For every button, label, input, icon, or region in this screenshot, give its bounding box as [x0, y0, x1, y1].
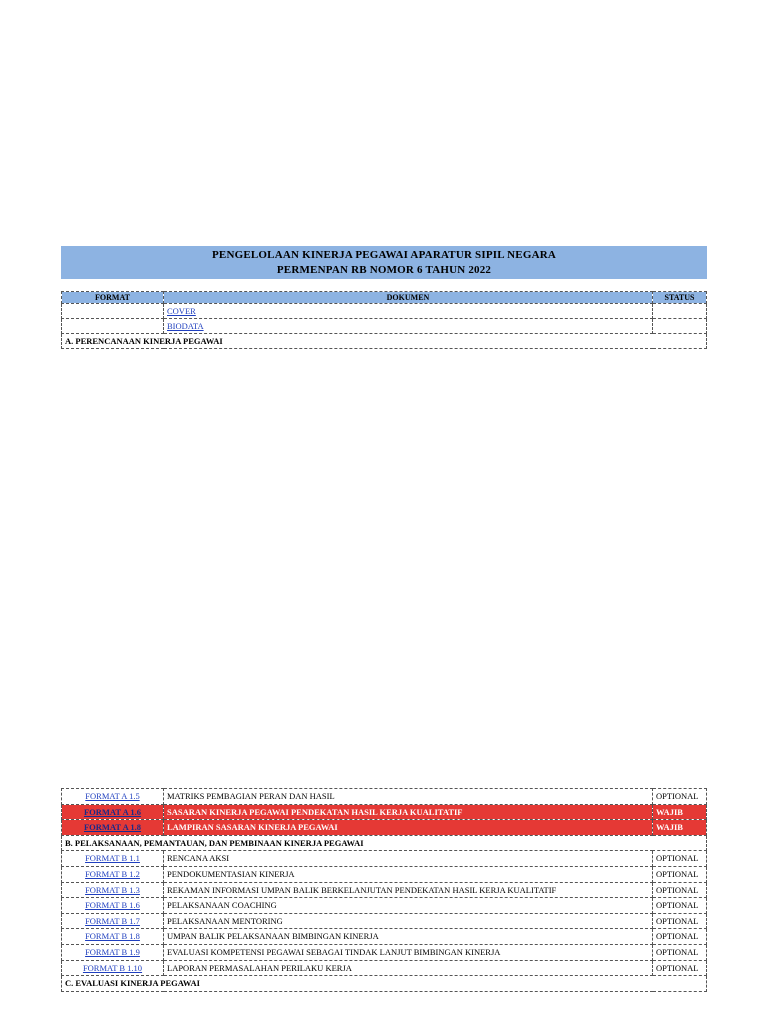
format-cell: [62, 882, 164, 898]
status-cell: OPTIONAL: [653, 929, 707, 945]
cover-link[interactable]: COVER: [167, 306, 196, 316]
status-cell: [653, 319, 707, 334]
table-row-wajib: [62, 820, 707, 836]
dokumen-cell: SASARAN KINERJA PEGAWAI PENDEKATAN HASIL KERJA KUALITATIF: [164, 804, 653, 820]
section-a-row: [62, 334, 707, 349]
dokumen-cell: MATRIKS PEMBAGIAN PERAN DAN HASIL: [164, 789, 653, 805]
table-row: [62, 898, 707, 914]
table-row: [62, 960, 707, 976]
dokumen-cell: [164, 304, 653, 319]
format-link[interactable]: FORMAT B 1.9: [85, 946, 140, 957]
format-link[interactable]: FORMAT B 1.8: [85, 931, 140, 942]
status-cell: OPTIONAL: [653, 866, 707, 882]
dokumen-cell: REKAMAN INFORMASI UMPAN BALIK BERKELANJUTAN PENDEKATAN HASIL KERJA KUALITATIF: [164, 882, 653, 898]
title-line-1: PENGELOLAAN KINERJA PEGAWAI APARATUR SIPIL NEGARA: [211, 248, 557, 261]
dokumen-cell: LAMPIRAN SASARAN KINERJA PEGAWAI: [164, 820, 653, 836]
section-b-row: [62, 835, 707, 851]
title-line-2: PERMENPAN RB NOMOR 6 TAHUN 2022: [276, 263, 492, 276]
section-c-heading: C. EVALUASI KINERJA PEGAWAI: [62, 976, 707, 992]
format-link[interactable]: FORMAT A 1.8: [83, 822, 142, 833]
table-row-biodata: [62, 319, 707, 334]
status-cell: OPTIONAL: [653, 944, 707, 960]
status-cell: OPTIONAL: [653, 851, 707, 867]
format-cell: [62, 820, 164, 836]
dokumen-cell: [164, 319, 653, 334]
status-cell: OPTIONAL: [653, 898, 707, 914]
status-cell: WAJIB: [653, 804, 707, 820]
format-cell: [62, 319, 164, 334]
table-row: [62, 913, 707, 929]
dokumen-cell: RENCANA AKSI: [164, 851, 653, 867]
format-link[interactable]: FORMAT B 1.1: [85, 853, 140, 864]
status-cell: OPTIONAL: [653, 882, 707, 898]
format-link[interactable]: FORMAT A 1.5: [85, 791, 140, 801]
document-index-table-bottom: [61, 788, 707, 992]
table-row: [62, 866, 707, 882]
document-index-table-top: [61, 291, 707, 349]
status-cell: OPTIONAL: [653, 913, 707, 929]
table-row: [62, 789, 707, 805]
format-link[interactable]: FORMAT B 1.10: [82, 962, 143, 973]
format-cell: [62, 929, 164, 945]
status-cell: OPTIONAL: [653, 960, 707, 976]
dokumen-cell: PENDOKUMENTASIAN KINERJA: [164, 866, 653, 882]
table-row-cover: [62, 304, 707, 319]
format-link[interactable]: FORMAT B 1.7: [85, 915, 140, 926]
format-link[interactable]: FORMAT B 1.2: [85, 868, 140, 879]
dokumen-cell: UMPAN BALIK PELAKSANAAN BIMBINGAN KINERJA: [164, 929, 653, 945]
dokumen-cell: PELAKSANAAN MENTORING: [164, 913, 653, 929]
table-row: [62, 944, 707, 960]
format-cell: [62, 866, 164, 882]
format-cell: [62, 960, 164, 976]
format-cell: [62, 851, 164, 867]
format-cell: [62, 804, 164, 820]
header-format: FORMAT: [62, 292, 164, 304]
format-cell: [62, 944, 164, 960]
section-b-heading: B. PELAKSANAAN, PEMANTAUAN, DAN PEMBINAAN KINERJA PEGAWAI: [62, 835, 707, 851]
header-dokumen: DOKUMEN: [164, 292, 653, 304]
format-link[interactable]: FORMAT B 1.3: [85, 884, 140, 895]
table-row: [62, 882, 707, 898]
format-link[interactable]: FORMAT A 1.6: [83, 806, 142, 817]
document-title: [61, 246, 707, 279]
dokumen-cell: EVALUASI KOMPETENSI PEGAWAI SEBAGAI TINDAK LANJUT BIMBINGAN KINERJA: [164, 944, 653, 960]
table-row: [62, 929, 707, 945]
dokumen-cell: PELAKSANAAN COACHING: [164, 898, 653, 914]
table-row: [62, 851, 707, 867]
table-row-wajib: [62, 804, 707, 820]
format-cell: [62, 789, 164, 805]
dokumen-cell: LAPORAN PERMASALAHAN PERILAKU KERJA: [164, 960, 653, 976]
biodata-link[interactable]: BIODATA: [167, 321, 204, 331]
format-cell: [62, 304, 164, 319]
format-cell: [62, 913, 164, 929]
status-cell: [653, 304, 707, 319]
section-c-row: [62, 976, 707, 992]
status-cell: OPTIONAL: [653, 789, 707, 805]
header-status: STATUS: [653, 292, 707, 304]
table-header-row: [62, 292, 707, 304]
section-a-heading: A. PERENCANAAN KINERJA PEGAWAI: [62, 334, 707, 349]
format-link[interactable]: FORMAT B 1.6: [85, 900, 140, 911]
status-cell: WAJIB: [653, 820, 707, 836]
format-cell: [62, 898, 164, 914]
